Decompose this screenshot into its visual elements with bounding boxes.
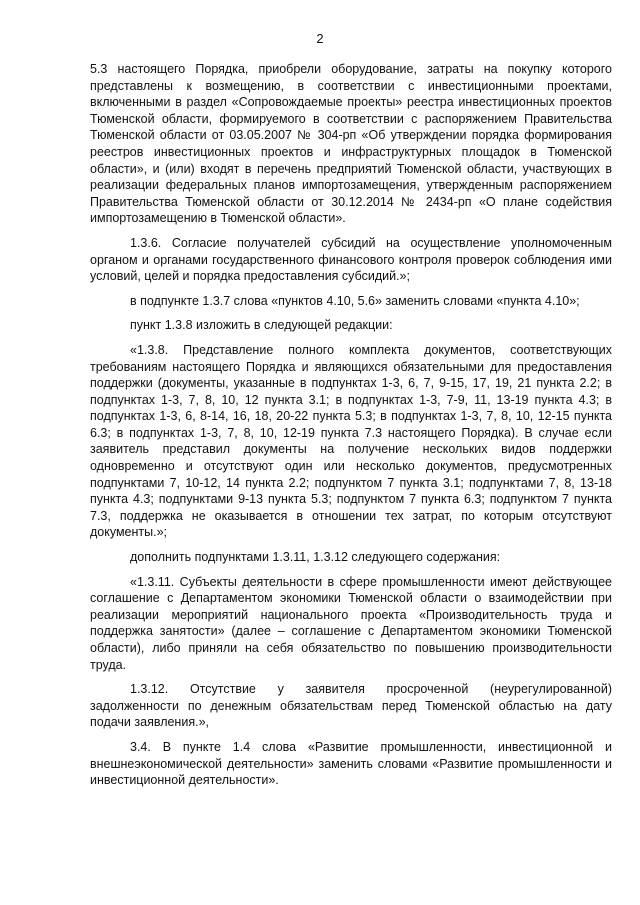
paragraph-1-3-6: 1.3.6. Согласие получателей субсидий на осуществление уполномоченным органом и органами государственного финансового контроля проверок соблюдения ими условий, целей и порядка предоставления субсидий.»;	[90, 235, 612, 284]
paragraph-subitem-1-3-7: в подпункте 1.3.7 слова «пунктов 4.10, 5.6» заменить словами «пункта 4.10»;	[130, 293, 580, 308]
paragraph-3-4: 3.4. В пункте 1.4 слова «Развитие промышленности, инвестиционной и внешнеэкономической деятельности» заменить словами «Развитие промышленности и инвестиционной деятельности».	[90, 739, 612, 788]
paragraph-item-1-3-8-intro: пункт 1.3.8 изложить в следующей редакции:	[130, 318, 393, 333]
paragraph-1-3-8: «1.3.8. Представление полного комплекта документов, соответствующих требованиям настоящего Порядка и являющихся обязательными для предоставления поддержки (документы, указанные в подпунктах 1-3, 6, 7, 9-15, 17, 19, 21 пункта 2.2; в подпунктах 1-3, 7, 8, 10, 12 пункта 3.1; в подпунктах 1-3, 7-9, 11, 13-19 пункта 4.3; в подпунктах 1-3, 6, 8-14, 16, 18, 20-22 пункта 5.3; в подпунктах 1-3, 7, 8, 10, 12-15 пункта 6.3; в подпунктах 1-3, 7, 8, 10, 12-19 пункта 7.3 настоящего Порядка). В случае если заявитель представил документы на получение нескольких видов поддержки одновременно и отсутствуют один или несколько документов, предусмотренных подпунктами 7, 10-12, 14 пункта 2.2; подпунктом 7 пункта 3.1; подпунктами 7, 8, 13-18 пункта 4.3; подпунктами 9-13 пункта 5.3; подпунктом 7 пункта 6.3; подпунктом 7 пункта 7.3, поддержка не оказывается в отношении тех затрат, по которым отсутствуют документы.»;	[90, 342, 612, 540]
page-number: 2	[316, 31, 324, 46]
paragraph-1-3-12: 1.3.12. Отсутствие у заявителя просроченной (неурегулированной) задолженности по денежным обязательствам перед Тюменской областью на дату подачи заявления.»,	[90, 682, 612, 730]
document-body	[90, 61, 612, 789]
paragraph-continuation: 5.3 настоящего Порядка, приобрели оборудование, затраты на покупку которого представлены к возмещению, в соответствии с инвестиционными проектами, включенными в раздел «Сопровождаемые проекты» реестра инвестиционных проектов Тюменской области, формируемого в соответствии с распоряжением Правительства Тюменской области от 03.05.2007 № 304-рп «Об утверждении порядка формирования реестров инвестиционных проектов и инфраструктурных площадок в Тюменской области», и (или) входят в перечень предприятий Тюменской области, участвующих в реализации федеральных планов импортозамещения, утвержденным распоряжением Правительства Тюменской области от 30.12.2014 № 2434-рп «О плане содействия импортозамещению в Тюменской области».	[90, 62, 612, 226]
paragraph-add-subitems: дополнить подпунктами 1.3.11, 1.3.12 следующего содержания:	[130, 550, 501, 565]
paragraph-1-3-11: «1.3.11. Субъекты деятельности в сфере промышленности имеют действующее соглашение с Департаментом экономики Тюменской области о взаимодействии при реализации мероприятий национального проекта «Производительность труда и поддержка занятости» (далее – соглашение с Департаментом экономики Тюменской области), либо приняли на себя обязательство по повышению производительности труда.	[90, 574, 612, 672]
